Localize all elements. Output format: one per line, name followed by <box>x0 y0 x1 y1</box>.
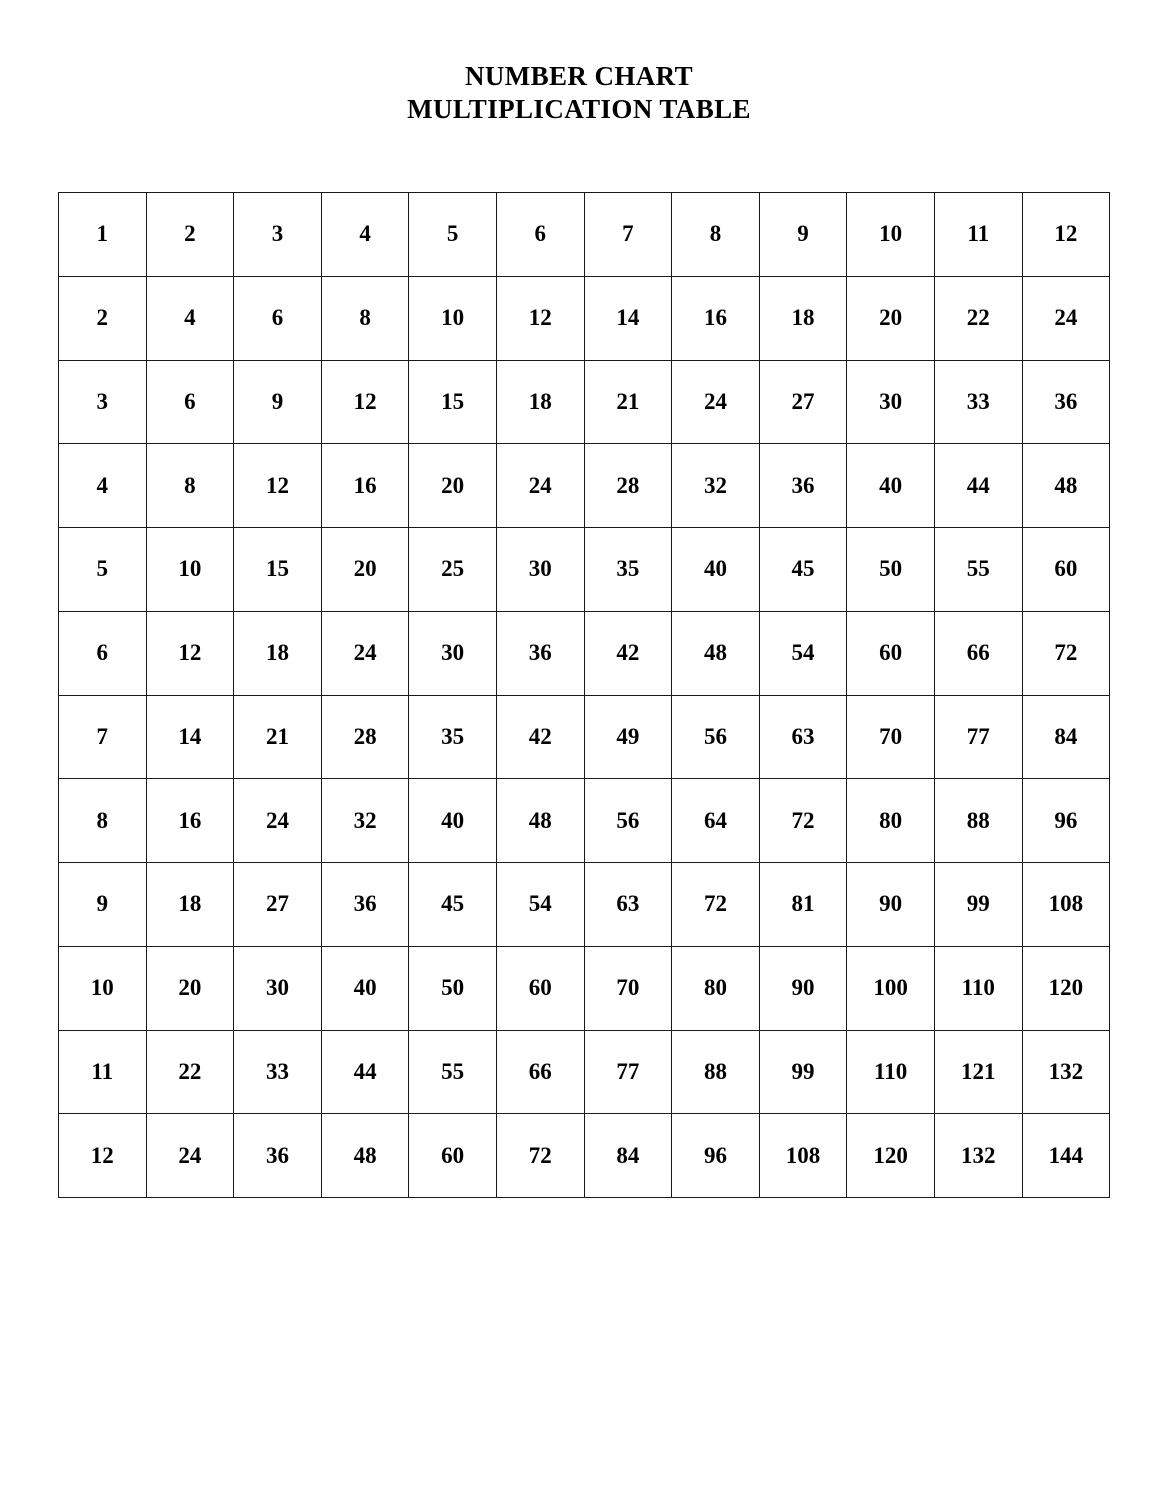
table-cell: 120 <box>1022 946 1110 1030</box>
table-row <box>59 611 1110 695</box>
table-cell: 90 <box>847 863 935 947</box>
table-cell: 25 <box>409 528 497 612</box>
table-cell: 8 <box>59 779 147 863</box>
table-cell: 35 <box>409 695 497 779</box>
table-cell: 72 <box>672 863 760 947</box>
table-cell: 2 <box>146 193 234 277</box>
table-row <box>59 360 1110 444</box>
table-cell: 10 <box>409 276 497 360</box>
table-cell: 30 <box>409 611 497 695</box>
table-cell: 9 <box>234 360 322 444</box>
table-cell: 18 <box>759 276 847 360</box>
table-cell: 121 <box>934 1030 1022 1114</box>
table-cell: 11 <box>59 1030 147 1114</box>
table-cell: 5 <box>409 193 497 277</box>
table-cell: 1 <box>59 193 147 277</box>
table-row <box>59 276 1110 360</box>
table-cell: 63 <box>584 863 672 947</box>
table-cell: 21 <box>234 695 322 779</box>
table-cell: 40 <box>847 444 935 528</box>
table-cell: 60 <box>1022 528 1110 612</box>
table-cell: 108 <box>1022 863 1110 947</box>
table-cell: 110 <box>934 946 1022 1030</box>
table-cell: 4 <box>59 444 147 528</box>
table-cell: 49 <box>584 695 672 779</box>
table-cell: 35 <box>584 528 672 612</box>
table-cell: 100 <box>847 946 935 1030</box>
table-cell: 28 <box>584 444 672 528</box>
table-cell: 20 <box>321 528 409 612</box>
table-cell: 45 <box>409 863 497 947</box>
table-cell: 36 <box>496 611 584 695</box>
table-row <box>59 863 1110 947</box>
table-cell: 110 <box>847 1030 935 1114</box>
table-cell: 27 <box>759 360 847 444</box>
table-cell: 36 <box>759 444 847 528</box>
table-row <box>59 444 1110 528</box>
table-cell: 12 <box>146 611 234 695</box>
table-cell: 99 <box>759 1030 847 1114</box>
table-cell: 6 <box>59 611 147 695</box>
table-cell: 20 <box>146 946 234 1030</box>
table-cell: 15 <box>234 528 322 612</box>
table-cell: 48 <box>321 1114 409 1198</box>
table-cell: 20 <box>409 444 497 528</box>
table-cell: 132 <box>1022 1030 1110 1114</box>
table-cell: 30 <box>496 528 584 612</box>
table-cell: 40 <box>409 779 497 863</box>
table-cell: 30 <box>234 946 322 1030</box>
table-cell: 2 <box>59 276 147 360</box>
table-cell: 18 <box>234 611 322 695</box>
table-cell: 8 <box>146 444 234 528</box>
table-cell: 50 <box>409 946 497 1030</box>
table-row <box>59 1114 1110 1198</box>
table-cell: 24 <box>672 360 760 444</box>
table-row <box>59 779 1110 863</box>
table-cell: 6 <box>146 360 234 444</box>
table-cell: 42 <box>496 695 584 779</box>
table-cell: 7 <box>59 695 147 779</box>
table-cell: 18 <box>496 360 584 444</box>
table-cell: 45 <box>759 528 847 612</box>
table-cell: 27 <box>234 863 322 947</box>
table-cell: 28 <box>321 695 409 779</box>
table-cell: 3 <box>234 193 322 277</box>
title-line-multiplication-table: MULTIPLICATION TABLE <box>407 94 751 124</box>
table-cell: 24 <box>234 779 322 863</box>
table-cell: 3 <box>59 360 147 444</box>
table-cell: 24 <box>496 444 584 528</box>
table-cell: 120 <box>847 1114 935 1198</box>
table-cell: 60 <box>847 611 935 695</box>
title-line-number-chart: NUMBER CHART <box>464 61 694 91</box>
table-cell: 72 <box>759 779 847 863</box>
table-cell: 55 <box>409 1030 497 1114</box>
table-cell: 9 <box>59 863 147 947</box>
table-cell: 42 <box>584 611 672 695</box>
table-cell: 9 <box>759 193 847 277</box>
table-cell: 72 <box>496 1114 584 1198</box>
table-row <box>59 528 1110 612</box>
table-cell: 56 <box>584 779 672 863</box>
multiplication-table-container <box>58 192 1098 1185</box>
table-cell: 30 <box>847 360 935 444</box>
table-cell: 12 <box>234 444 322 528</box>
multiplication-table-body <box>59 193 1110 1198</box>
table-cell: 36 <box>234 1114 322 1198</box>
table-cell: 18 <box>146 863 234 947</box>
table-cell: 64 <box>672 779 760 863</box>
table-cell: 40 <box>321 946 409 1030</box>
table-cell: 5 <box>59 528 147 612</box>
table-cell: 84 <box>1022 695 1110 779</box>
table-cell: 12 <box>59 1114 147 1198</box>
table-cell: 54 <box>496 863 584 947</box>
table-cell: 70 <box>847 695 935 779</box>
table-cell: 22 <box>934 276 1022 360</box>
table-cell: 72 <box>1022 611 1110 695</box>
table-cell: 60 <box>409 1114 497 1198</box>
page-title <box>0 60 1158 126</box>
table-cell: 12 <box>496 276 584 360</box>
table-cell: 48 <box>496 779 584 863</box>
table-row <box>59 946 1110 1030</box>
table-cell: 4 <box>146 276 234 360</box>
table-cell: 96 <box>1022 779 1110 863</box>
table-cell: 14 <box>146 695 234 779</box>
table-cell: 55 <box>934 528 1022 612</box>
table-cell: 50 <box>847 528 935 612</box>
table-cell: 11 <box>934 193 1022 277</box>
table-cell: 22 <box>146 1030 234 1114</box>
table-cell: 44 <box>321 1030 409 1114</box>
table-cell: 10 <box>59 946 147 1030</box>
table-cell: 88 <box>672 1030 760 1114</box>
table-cell: 12 <box>321 360 409 444</box>
table-cell: 32 <box>321 779 409 863</box>
table-cell: 36 <box>1022 360 1110 444</box>
table-cell: 10 <box>146 528 234 612</box>
table-cell: 6 <box>496 193 584 277</box>
table-cell: 33 <box>234 1030 322 1114</box>
table-cell: 16 <box>672 276 760 360</box>
table-cell: 84 <box>584 1114 672 1198</box>
table-cell: 48 <box>672 611 760 695</box>
table-row <box>59 193 1110 277</box>
table-cell: 24 <box>146 1114 234 1198</box>
table-cell: 88 <box>934 779 1022 863</box>
table-cell: 15 <box>409 360 497 444</box>
table-cell: 6 <box>234 276 322 360</box>
table-cell: 56 <box>672 695 760 779</box>
table-cell: 40 <box>672 528 760 612</box>
table-cell: 63 <box>759 695 847 779</box>
table-cell: 54 <box>759 611 847 695</box>
table-cell: 48 <box>1022 444 1110 528</box>
table-cell: 21 <box>584 360 672 444</box>
table-cell: 70 <box>584 946 672 1030</box>
table-cell: 66 <box>496 1030 584 1114</box>
table-row <box>59 695 1110 779</box>
table-cell: 4 <box>321 193 409 277</box>
table-cell: 10 <box>847 193 935 277</box>
table-cell: 60 <box>496 946 584 1030</box>
table-cell: 80 <box>847 779 935 863</box>
table-cell: 90 <box>759 946 847 1030</box>
table-cell: 8 <box>321 276 409 360</box>
table-cell: 80 <box>672 946 760 1030</box>
table-cell: 32 <box>672 444 760 528</box>
table-cell: 16 <box>146 779 234 863</box>
table-cell: 14 <box>584 276 672 360</box>
table-row <box>59 1030 1110 1114</box>
multiplication-table <box>58 192 1110 1198</box>
table-cell: 16 <box>321 444 409 528</box>
table-cell: 24 <box>1022 276 1110 360</box>
table-cell: 81 <box>759 863 847 947</box>
table-cell: 99 <box>934 863 1022 947</box>
table-cell: 96 <box>672 1114 760 1198</box>
table-cell: 36 <box>321 863 409 947</box>
table-cell: 132 <box>934 1114 1022 1198</box>
table-cell: 77 <box>934 695 1022 779</box>
table-cell: 77 <box>584 1030 672 1114</box>
table-cell: 8 <box>672 193 760 277</box>
table-cell: 24 <box>321 611 409 695</box>
table-cell: 44 <box>934 444 1022 528</box>
table-cell: 144 <box>1022 1114 1110 1198</box>
table-cell: 20 <box>847 276 935 360</box>
table-cell: 33 <box>934 360 1022 444</box>
table-cell: 7 <box>584 193 672 277</box>
table-cell: 12 <box>1022 193 1110 277</box>
table-cell: 108 <box>759 1114 847 1198</box>
table-cell: 66 <box>934 611 1022 695</box>
